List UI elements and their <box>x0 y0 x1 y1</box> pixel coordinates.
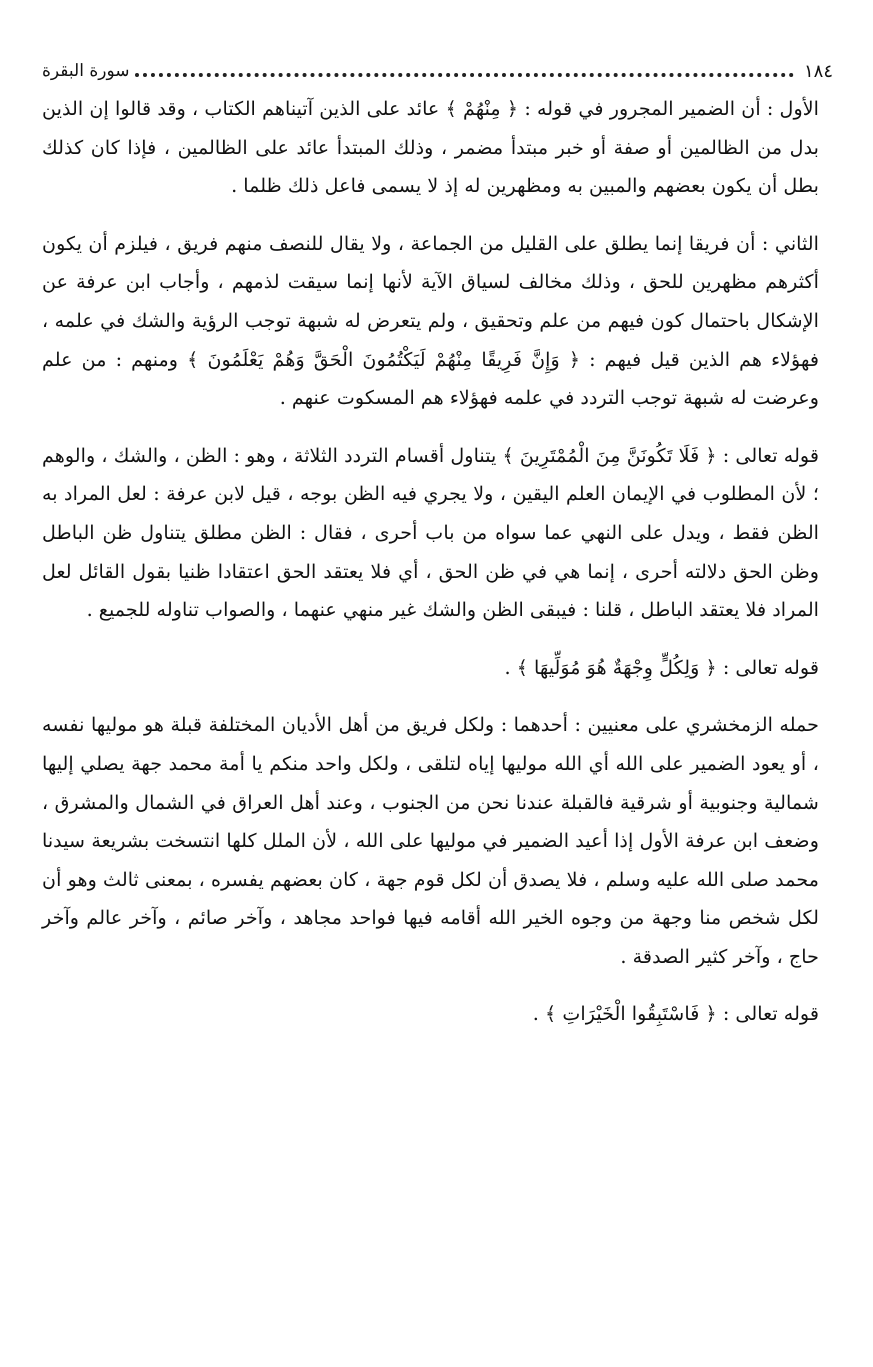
paragraph-verse-direction: قوله تعالى : ﴿ وَلِكُلٍّ وِجْهَةٌ هُوَ مُوَلِّيهَا ﴾ . <box>504 655 819 679</box>
paragraph-first-point: الأول : أن الضمير المجرور في قوله : ﴿ مِنْهُمْ ﴾ عائد على الذين آتيناهم الكتاب ، وقد قالوا إن الذين بدل من الظالمين أو صفة أو خبر مبتدأ مضمر ، وذلك المبتدأ عائد على الظالمين ، فإذا كان كذلك بطل أن يكون بعضهم والمبين به ومظهرين له إذ لا يسمى فاعل ذلك ظلما . <box>42 97 819 198</box>
paragraph-zamakhshari-commentary: حمله الزمخشري على معنيين : أحدهما : ولكل فريق من أهل الأديان المختلفة قبلة هو موليها نفسه ، أو يعود الضمير على الله أي الله موليها إياه لتلقى ، ولكل واحد منكم يا أمة محمد جهة يصلي إليها شمالية وجنوبية أو شرقية فالقبلة عندنا نحن من الجنوب ، وعند أهل العراق في الشمال والمشرق ، وضعف ابن عرفة الأول إذا أعيد الضمير في موليها على الله ، لأن الملل كلها انتسخت بشريعة سيدنا محمد صلى الله عليه وسلم ، فلا يصدق أن لكل قوم جهة ، كان بعضهم يفسره ، بمعنى ثالث وهو أن لكل شخص منا وجهة من وجوه الخير الله أقامه فيها فواحد مجاهد ، وآخر صائم ، وآخر عالم وآخر حاج ، وآخر كثير الصدقة . <box>42 713 819 968</box>
header-dotted-rule <box>135 65 794 77</box>
running-header <box>42 58 833 84</box>
paragraph-doubters-verse: قوله تعالى : ﴿ فَلَا تَكُونَنَّ مِنَ الْمُمْتَرِينَ ﴾ يتناول أقسام التردد الثلاثة ، وهو : الظن ، والشك ، والوهم ؛ لأن المطلوب في الإيمان العلم اليقين ، ولا يجري فيه الظن بوجه ، قيل لابن عرفة : لعل المراد به الظن فقط ، ويدل على النهي عما سواه من باب أحرى ، فقال : الظن مطلق يتناول ظن الباطل وظن الحق دلالته أحرى ، إنما هي في ظن الحق ، أي فلا يعتقد الحق اعتقادا ظنيا بقول القائل لعل المراد فلا يعتقد الباطل ، قلنا : فيبقى الظن والشك غير منهي عنهما ، والصواب تناوله للجميع . <box>42 443 819 622</box>
paragraph-verse-race-good: قوله تعالى : ﴿ فَاسْتَبِقُوا الْخَيْرَاتِ ﴾ . <box>532 1002 819 1026</box>
paragraph-second-point: الثاني : أن فريقا إنما يطلق على القليل من الجماعة ، ولا يقال للنصف منهم فريق ، فيلزم أن يكون أكثرهم مظهرين للحق ، وذلك مخالف لسياق الآية لأنها إنما سيقت لذمهم ، وأجاب ابن عرفة عن الإشكال باحتمال كون فيهم من علم وتحقيق ، ولم يتعرض له شبهة توجب الرؤية والشك في علمه ، فهؤلاء هم الذين قيل فيهم : ﴿ وَإِنَّ فَرِيقًا مِنْهُمْ لَيَكْتُمُونَ الْحَقَّ وَهُمْ يَعْلَمُونَ ﴾ ومنهم : من علم وعرضت له شبهة توجب التردد في علمه فهؤلاء هم المسكوت عنهم . <box>42 231 819 410</box>
surah-title: سورة البقرة <box>42 61 130 81</box>
page-number: ١٨٤ <box>803 60 833 82</box>
